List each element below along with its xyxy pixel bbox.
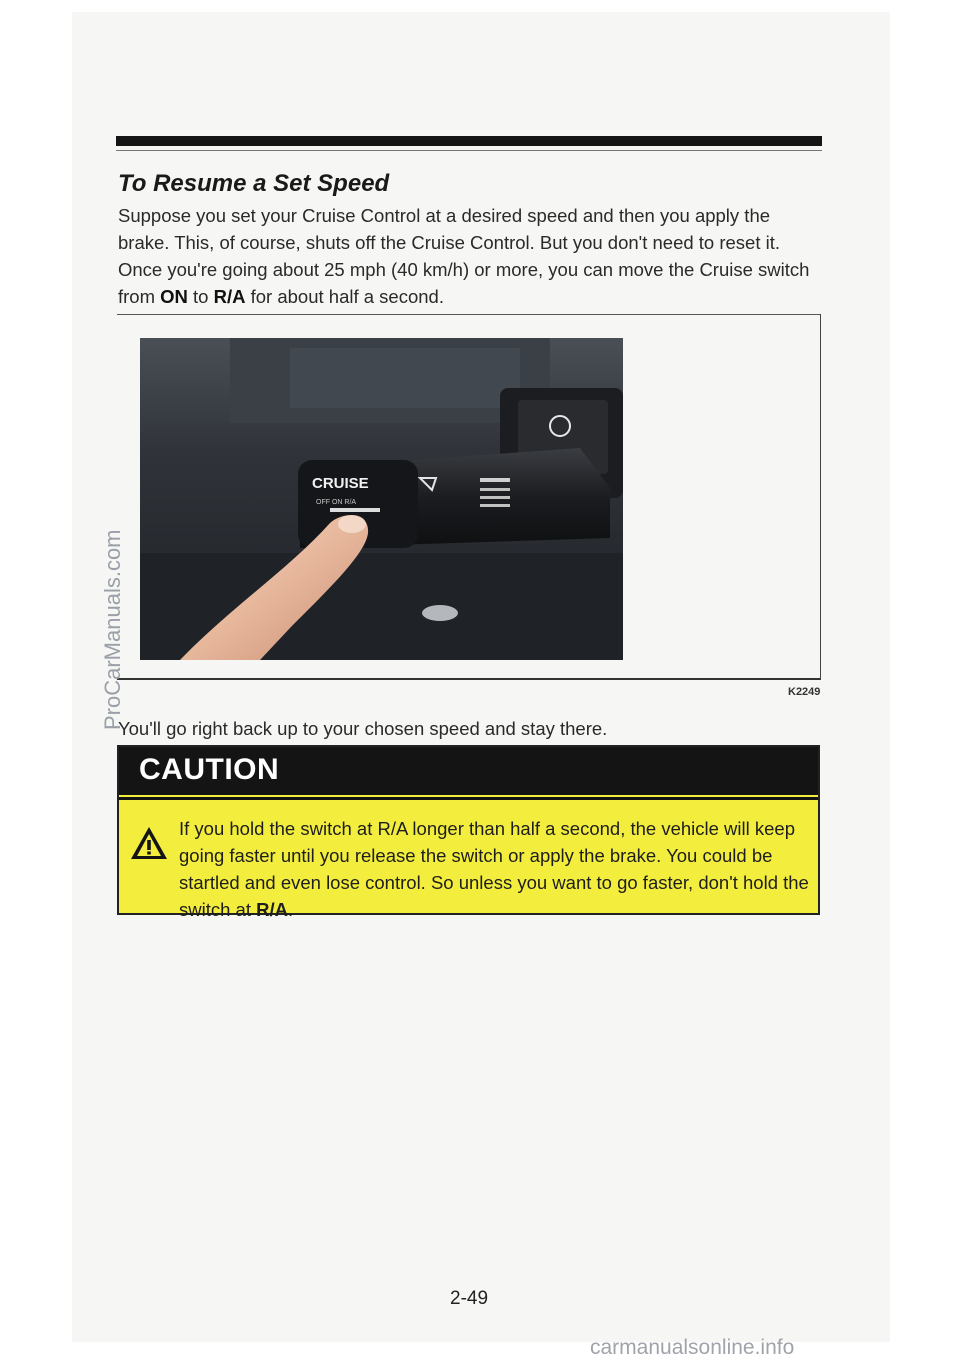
switch-position-marks [330,508,380,512]
switch-positions-label: OFF ON R/A [316,499,357,506]
intro-paragraph [118,202,818,310]
caution-header [119,747,818,795]
light-spot [422,605,458,621]
figure-code: K2249 [788,686,821,698]
fingertip [338,515,366,533]
top-rule-thin [116,150,822,151]
section-heading: To Resume a Set Speed [118,170,390,197]
caution-text-main: If you hold the switch at R/A longer than half a second, the vehicle will keep going faster until you release the switch or apply the brake. You could be startled and even lose control. So unless you want to go faster, don't hold the switch at [179,818,809,920]
caution-text [179,815,819,923]
cruise-label: CRUISE [312,475,369,492]
after-figure-text: You'll go right back up to your chosen speed and stay there. [118,718,608,739]
bottom-watermark: carmanualsonline.info [590,1336,795,1359]
caution-rule [119,797,818,800]
caution-box [117,745,820,920]
intro-bold-on: ON [160,286,188,307]
page-number: 2-49 [450,1288,489,1309]
intro-text-2: to [187,286,214,307]
side-watermark: ProCarManuals.com [100,529,125,730]
top-rule [116,136,822,146]
intro-bold-ra: R/A [213,286,246,307]
caution-text-end: . [287,899,294,920]
cruise-switch-illustration [140,338,623,660]
caution-text-bold: R/A [256,899,288,920]
intro-text-1: Suppose you set your Cruise Control at a desired speed and then you apply the brake. This, of course, shuts off the Cruise Control. But you don't need to reset it. Once you're going about 25 mph (40 km/h) or more, you can move the Cruise switch from [118,205,810,307]
intro-text-3: for about half a second. [245,286,444,307]
warning-triangle-icon [129,825,169,861]
caution-title: CAUTION [139,753,280,786]
cruise-switch-photo [140,338,623,660]
